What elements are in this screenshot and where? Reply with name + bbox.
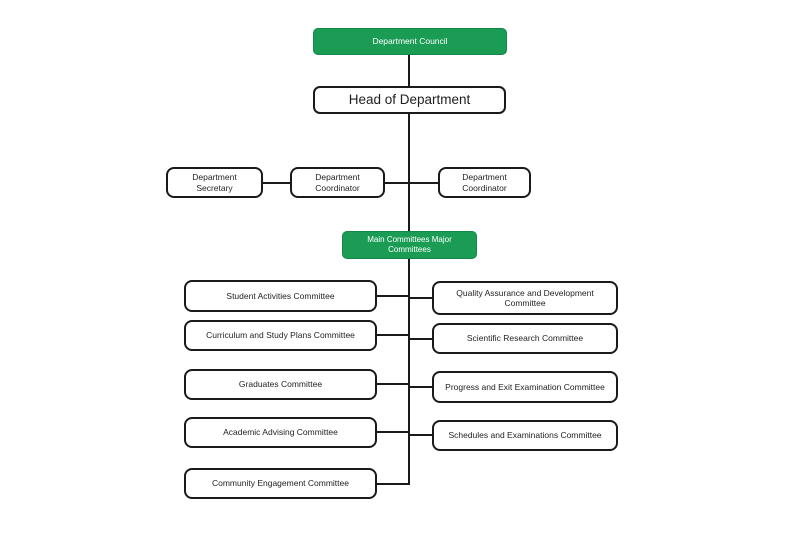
- node-label: Scientific Research Committee: [466, 333, 584, 344]
- node-curriculum-study-plans-committee: [184, 320, 377, 351]
- node-student-activities-committee: [184, 280, 377, 312]
- connector-coordinator-trunk: [385, 182, 438, 184]
- connector-left-2: [377, 334, 409, 336]
- node-main-committees: [342, 231, 477, 259]
- connector-right-4: [409, 434, 432, 436]
- node-graduates-committee: [184, 369, 377, 400]
- node-quality-assurance-development-committee: [432, 281, 618, 315]
- node-label: Graduates Committee: [238, 379, 323, 390]
- connector-right-1: [409, 297, 432, 299]
- node-department-coordinator-1: [290, 167, 385, 198]
- connector-head-committees: [408, 114, 410, 231]
- connector-left-3: [377, 383, 409, 385]
- node-label: Progress and Exit Examination Committee: [445, 381, 605, 392]
- connector-left-4: [377, 431, 409, 433]
- connector-council-head: [408, 55, 410, 86]
- node-head-of-department: [313, 86, 506, 114]
- node-academic-advising-committee: [184, 417, 377, 448]
- node-label: Main Committees Major Committees: [367, 235, 452, 254]
- node-department-council: [313, 28, 507, 55]
- node-scientific-research-committee: [432, 323, 618, 354]
- node-label: Community Engagement Committee: [211, 478, 349, 489]
- node-progress-exit-examination-committee: [432, 371, 618, 403]
- node-label: Curriculum and Study Plans Committee: [206, 330, 355, 341]
- node-label: Student Activities Committee: [226, 290, 335, 301]
- node-department-secretary: [166, 167, 263, 198]
- connector-right-3: [409, 386, 432, 388]
- node-schedules-examinations-committee: [432, 420, 618, 451]
- node-label: Head of Department: [348, 91, 471, 107]
- node-label: Department Council: [372, 36, 448, 47]
- node-label: Schedules and Examinations Committee: [448, 430, 602, 441]
- connector-right-2: [409, 338, 432, 340]
- connector-secretary-coordinator: [263, 182, 290, 184]
- node-label: Department Coordinator: [315, 172, 360, 193]
- node-label: Quality Assurance and Development Committee: [456, 287, 594, 308]
- node-department-coordinator-2: [438, 167, 531, 198]
- connector-left-5-elbow: [377, 483, 410, 485]
- node-label: Department Coordinator: [462, 172, 507, 193]
- node-label: Academic Advising Committee: [223, 427, 338, 438]
- connector-committees-trunk: [408, 259, 410, 485]
- node-community-engagement-committee: [184, 468, 377, 499]
- connector-left-1: [377, 295, 409, 297]
- node-label: Department Secretary: [192, 172, 237, 193]
